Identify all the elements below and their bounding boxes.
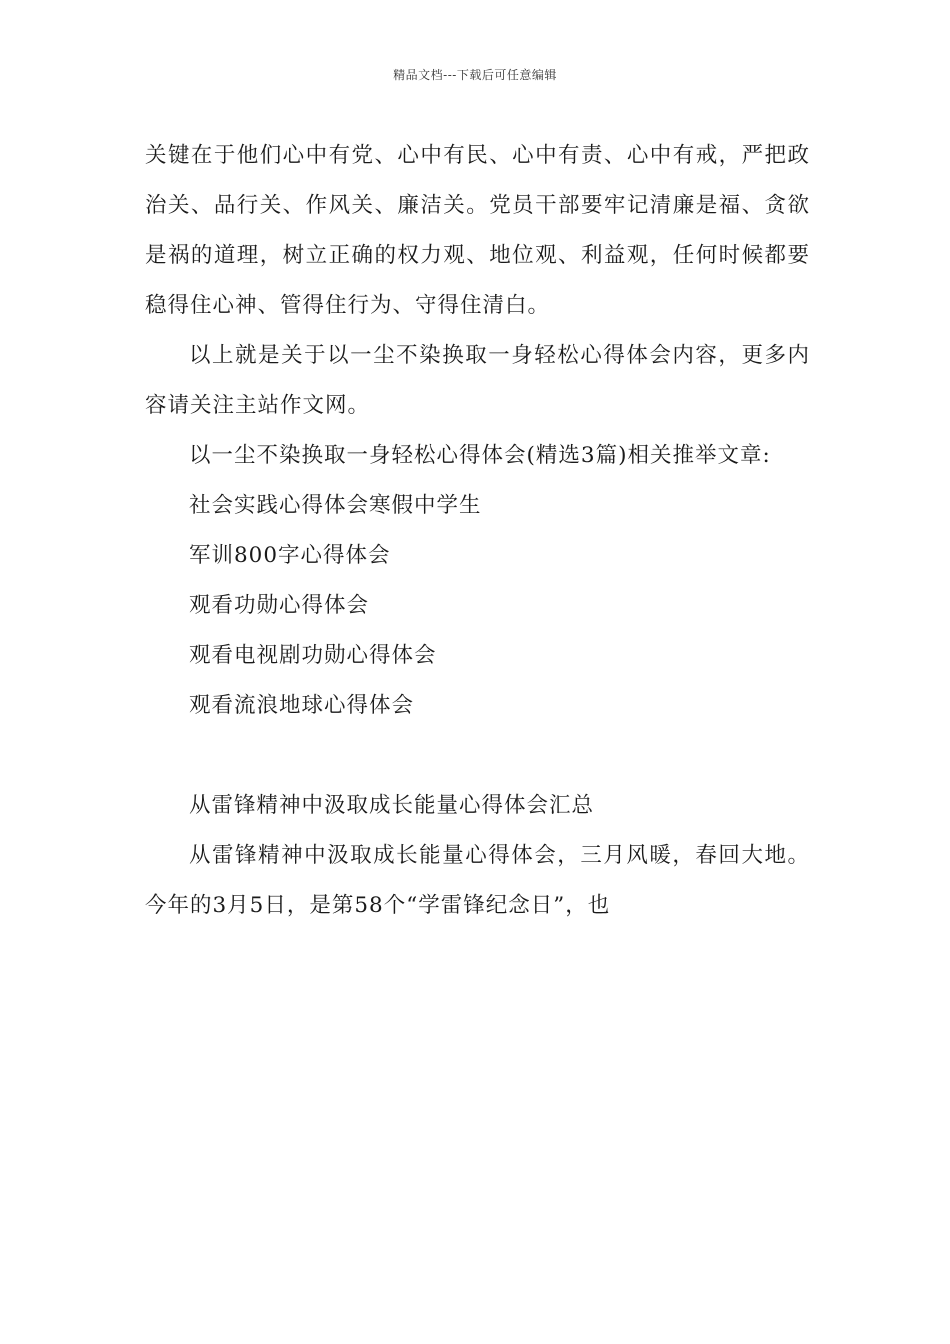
related-article-item: 观看流浪地球心得体会	[189, 693, 415, 718]
paragraph-intro: 从雷锋精神中汲取成长能量心得体会，三月风暖，春回大地。今年的3月5日，是第58个“学雷锋纪念日”，也	[145, 843, 810, 918]
related-article-item: 社会实践心得体会寒假中学生	[189, 493, 482, 518]
section-title: 从雷锋精神中汲取成长能量心得体会汇总	[189, 793, 595, 818]
related-articles-heading: 以一尘不染换取一身轻松心得体会(精选3篇)相关推举文章:	[189, 443, 771, 468]
related-article-item: 观看功勋心得体会	[189, 593, 370, 618]
paragraph-conclusion: 关键在于他们心中有党、心中有民、心中有责、心中有戒，严把政治关、品行关、作风关、廉洁关。党员干部要牢记清廉是福、贪欲是祸的道理，树立正确的权力观、地位观、利益观，任何时候都要稳得住心神、管得住行为、守得住清白。	[145, 143, 810, 318]
document-body	[145, 131, 810, 931]
related-article-item: 军训800字心得体会	[189, 543, 391, 568]
blank-line	[145, 731, 810, 781]
related-article-item: 观看电视剧功勋心得体会	[189, 643, 437, 668]
paragraph-summary: 以上就是关于以一尘不染换取一身轻松心得体会内容，更多内容请关注主站作文网。	[145, 343, 810, 418]
page-header: 精品文档---下载后可任意编辑	[393, 68, 557, 82]
